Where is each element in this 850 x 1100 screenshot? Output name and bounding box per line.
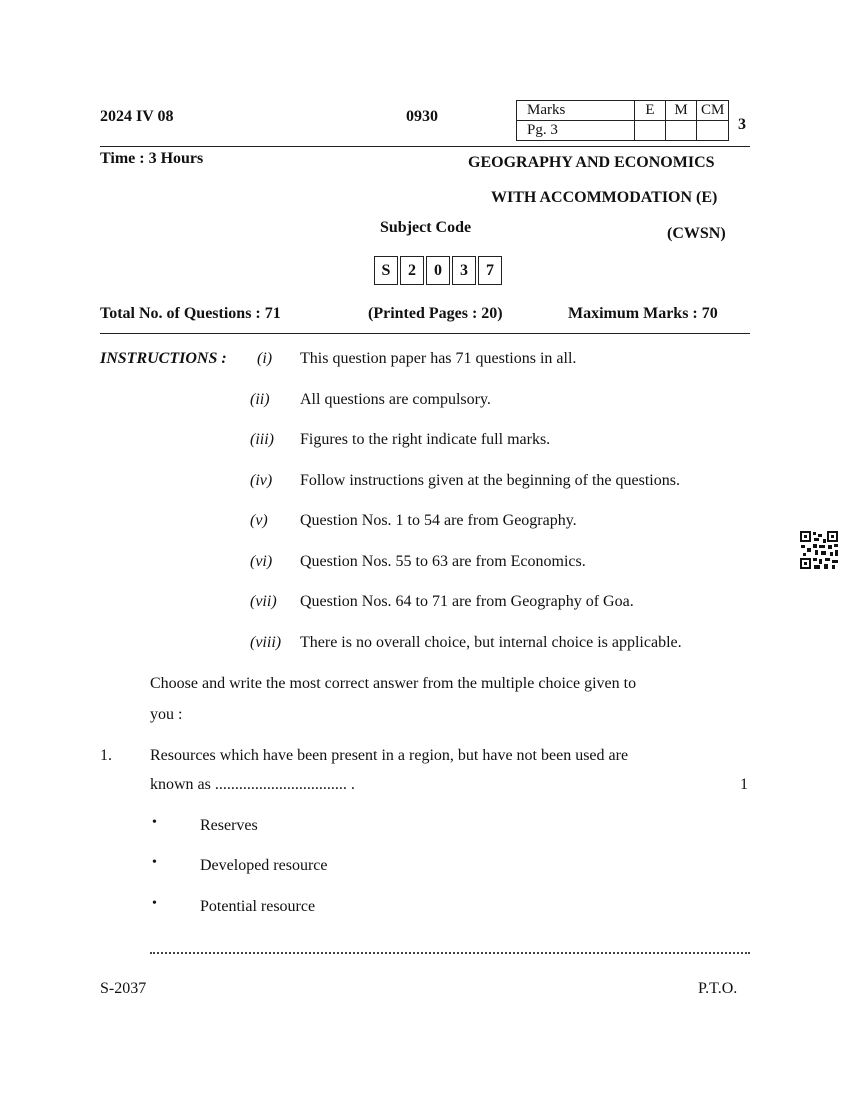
instruction-num: (vi) [250, 553, 273, 570]
max-marks: Maximum Marks : 70 [568, 305, 718, 322]
col-cm-header: CM [697, 101, 729, 121]
subject-code-label: Subject Code [380, 219, 472, 236]
instruction-text: This question paper has 71 questions in all. [300, 350, 577, 367]
bullet-icon: • [152, 855, 157, 870]
instruction-text: Question Nos. 64 to 71 are from Geography of Goa. [300, 593, 634, 610]
col-m-cell [666, 121, 697, 141]
instruction-num: (v) [250, 512, 268, 529]
bullet-icon: • [152, 896, 157, 911]
instruction-num: (vii) [250, 593, 277, 610]
mcq-intro-line2: you : [150, 706, 183, 723]
code-box: 2 [400, 256, 424, 285]
question-number: 1. [100, 747, 112, 764]
col-cm-cell [697, 121, 729, 141]
instruction-text: Follow instructions given at the beginning of the questions. [300, 472, 680, 489]
code-box: 3 [452, 256, 476, 285]
mcq-intro-line1: Choose and write the most correct answer from the multiple choice given to [150, 675, 637, 692]
code-box: 0 [426, 256, 450, 285]
question-text-line2: known as ................................. . [150, 776, 355, 793]
header-rule [100, 146, 750, 147]
instruction-text: Figures to the right indicate full marks. [300, 431, 551, 448]
code-box: S [374, 256, 398, 285]
subject-code-boxes [374, 256, 504, 285]
exam-code-mid: 0930 [406, 108, 438, 125]
col-e-cell [635, 121, 666, 141]
bullet-icon: • [152, 815, 157, 830]
total-questions: Total No. of Questions : 71 [100, 305, 281, 322]
printed-pages: (Printed Pages : 20) [368, 305, 503, 322]
instruction-num: (iv) [250, 472, 273, 489]
page-label: Pg. 3 [517, 121, 635, 141]
question-text-line1: Resources which have been present in a region, but have not been used are [150, 747, 629, 764]
instruction-text: Question Nos. 55 to 63 are from Economics. [300, 553, 586, 570]
col-e-header: E [635, 101, 666, 121]
col-m-header: M [666, 101, 697, 121]
instructions-heading: INSTRUCTIONS : [100, 350, 227, 367]
instruction-text: All questions are compulsory. [300, 391, 491, 408]
marks-label: Marks [517, 101, 635, 121]
instruction-text: There is no overall choice, but internal choice is applicable. [300, 634, 682, 651]
option-text: Potential resource [200, 898, 316, 915]
footer-pto: P.T.O. [698, 980, 738, 997]
instruction-num: (iii) [250, 431, 274, 448]
qr-code-icon [799, 530, 839, 570]
option-text: Developed resource [200, 857, 328, 874]
meta-rule [100, 333, 750, 334]
instruction-num: (i) [257, 350, 273, 367]
question-marks: 1 [740, 776, 748, 793]
dotted-separator [150, 952, 750, 954]
footer-code: S-2037 [100, 980, 147, 997]
option-text: Reserves [200, 817, 258, 834]
instruction-text: Question Nos. 1 to 54 are from Geography. [300, 512, 577, 529]
cwsn-label: (CWSN) [667, 225, 726, 242]
code-box: 7 [478, 256, 502, 285]
instruction-num: (ii) [250, 391, 270, 408]
subject-title-line2: WITH ACCOMMODATION (E) [491, 189, 718, 206]
marks-table [516, 100, 729, 141]
exam-code-left: 2024 IV 08 [100, 108, 174, 125]
page-number: 3 [738, 116, 746, 133]
instruction-num: (viii) [250, 634, 282, 651]
time-label: Time : 3 Hours [100, 150, 204, 167]
subject-title-line1: GEOGRAPHY AND ECONOMICS [468, 154, 715, 171]
